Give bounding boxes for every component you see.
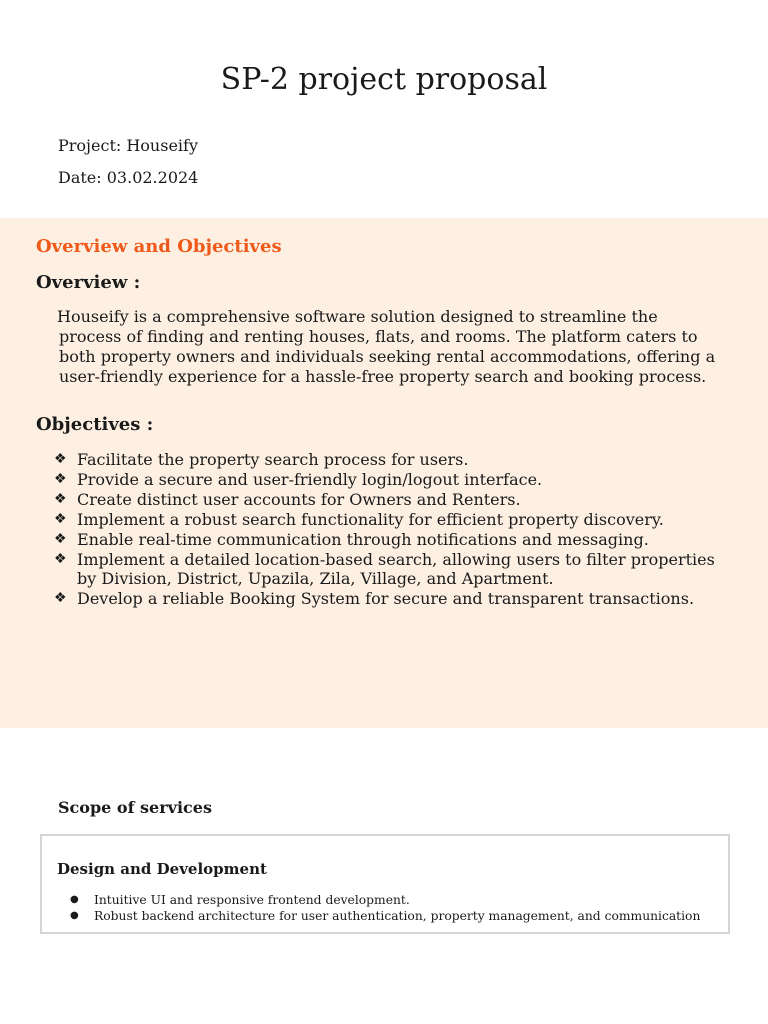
objective-item [54, 530, 734, 550]
objectives-label: Objectives : [36, 414, 154, 435]
diamond-bullet-icon: ❖ [54, 451, 67, 467]
objective-text: Develop a reliable Booking System for secure and transparent transactions. [77, 589, 695, 609]
project-date: Date: 03.02.2024 [58, 168, 199, 187]
diamond-bullet-icon: ❖ [54, 470, 67, 487]
project-name: Project: Houseify [58, 136, 198, 155]
diamond-bullet-icon: ❖ [54, 550, 67, 567]
dot-bullet-icon: ● [70, 910, 79, 921]
objective-text: Implement a robust search functionality for efficient property discovery. [77, 509, 664, 529]
objectives-list [54, 450, 734, 609]
objective-text: Provide a secure and user-friendly login/logout interface. [77, 469, 543, 489]
overview-objectives-heading: Overview and Objectives [36, 236, 282, 257]
diamond-bullet-icon: ❖ [54, 510, 67, 527]
scope-heading: Scope of services [58, 798, 212, 817]
scope-item-text: Intuitive UI and responsive frontend development. [94, 893, 410, 907]
design-development-heading: Design and Development [57, 860, 267, 878]
scope-item-text: Robust backend architecture for user authentication, property management, and communication [94, 909, 701, 923]
diamond-bullet-icon: ❖ [54, 530, 67, 547]
scope-item [70, 908, 700, 924]
objective-text: Enable real-time communication through notifications and messaging. [77, 529, 649, 549]
diamond-bullet-icon: ❖ [54, 490, 67, 507]
dot-bullet-icon: ● [70, 894, 79, 905]
objective-item [54, 490, 734, 510]
objective-item [54, 510, 734, 530]
scope-item [70, 892, 700, 908]
objective-item [54, 470, 734, 490]
scope-list [70, 892, 700, 924]
objective-text: Facilitate the property search process for users. [77, 450, 469, 469]
objective-text: Implement a detailed location-based search, allowing users to filter properties by Division, District, Upazila, Zila, Village, and Apartment. [77, 549, 715, 589]
overview-label: Overview : [36, 272, 141, 293]
objective-item [54, 450, 734, 470]
design-development-box [40, 834, 730, 934]
objective-item [54, 550, 734, 590]
objective-text: Create distinct user accounts for Owners and Renters. [77, 489, 521, 509]
overview-text: Houseify is a comprehensive software solution designed to streamline the process of finding and renting houses, flats, and rooms. The platform caters to both property owners and individuals seeking rental accommodations, offering a user-friendly experience for a hassle-free property search and booking process. [57, 307, 716, 386]
overview-paragraph [57, 307, 719, 387]
overview-objectives-panel [0, 218, 768, 728]
objective-item [54, 589, 734, 609]
page-title: SP-2 project proposal [220, 62, 548, 97]
diamond-bullet-icon: ❖ [54, 590, 67, 607]
